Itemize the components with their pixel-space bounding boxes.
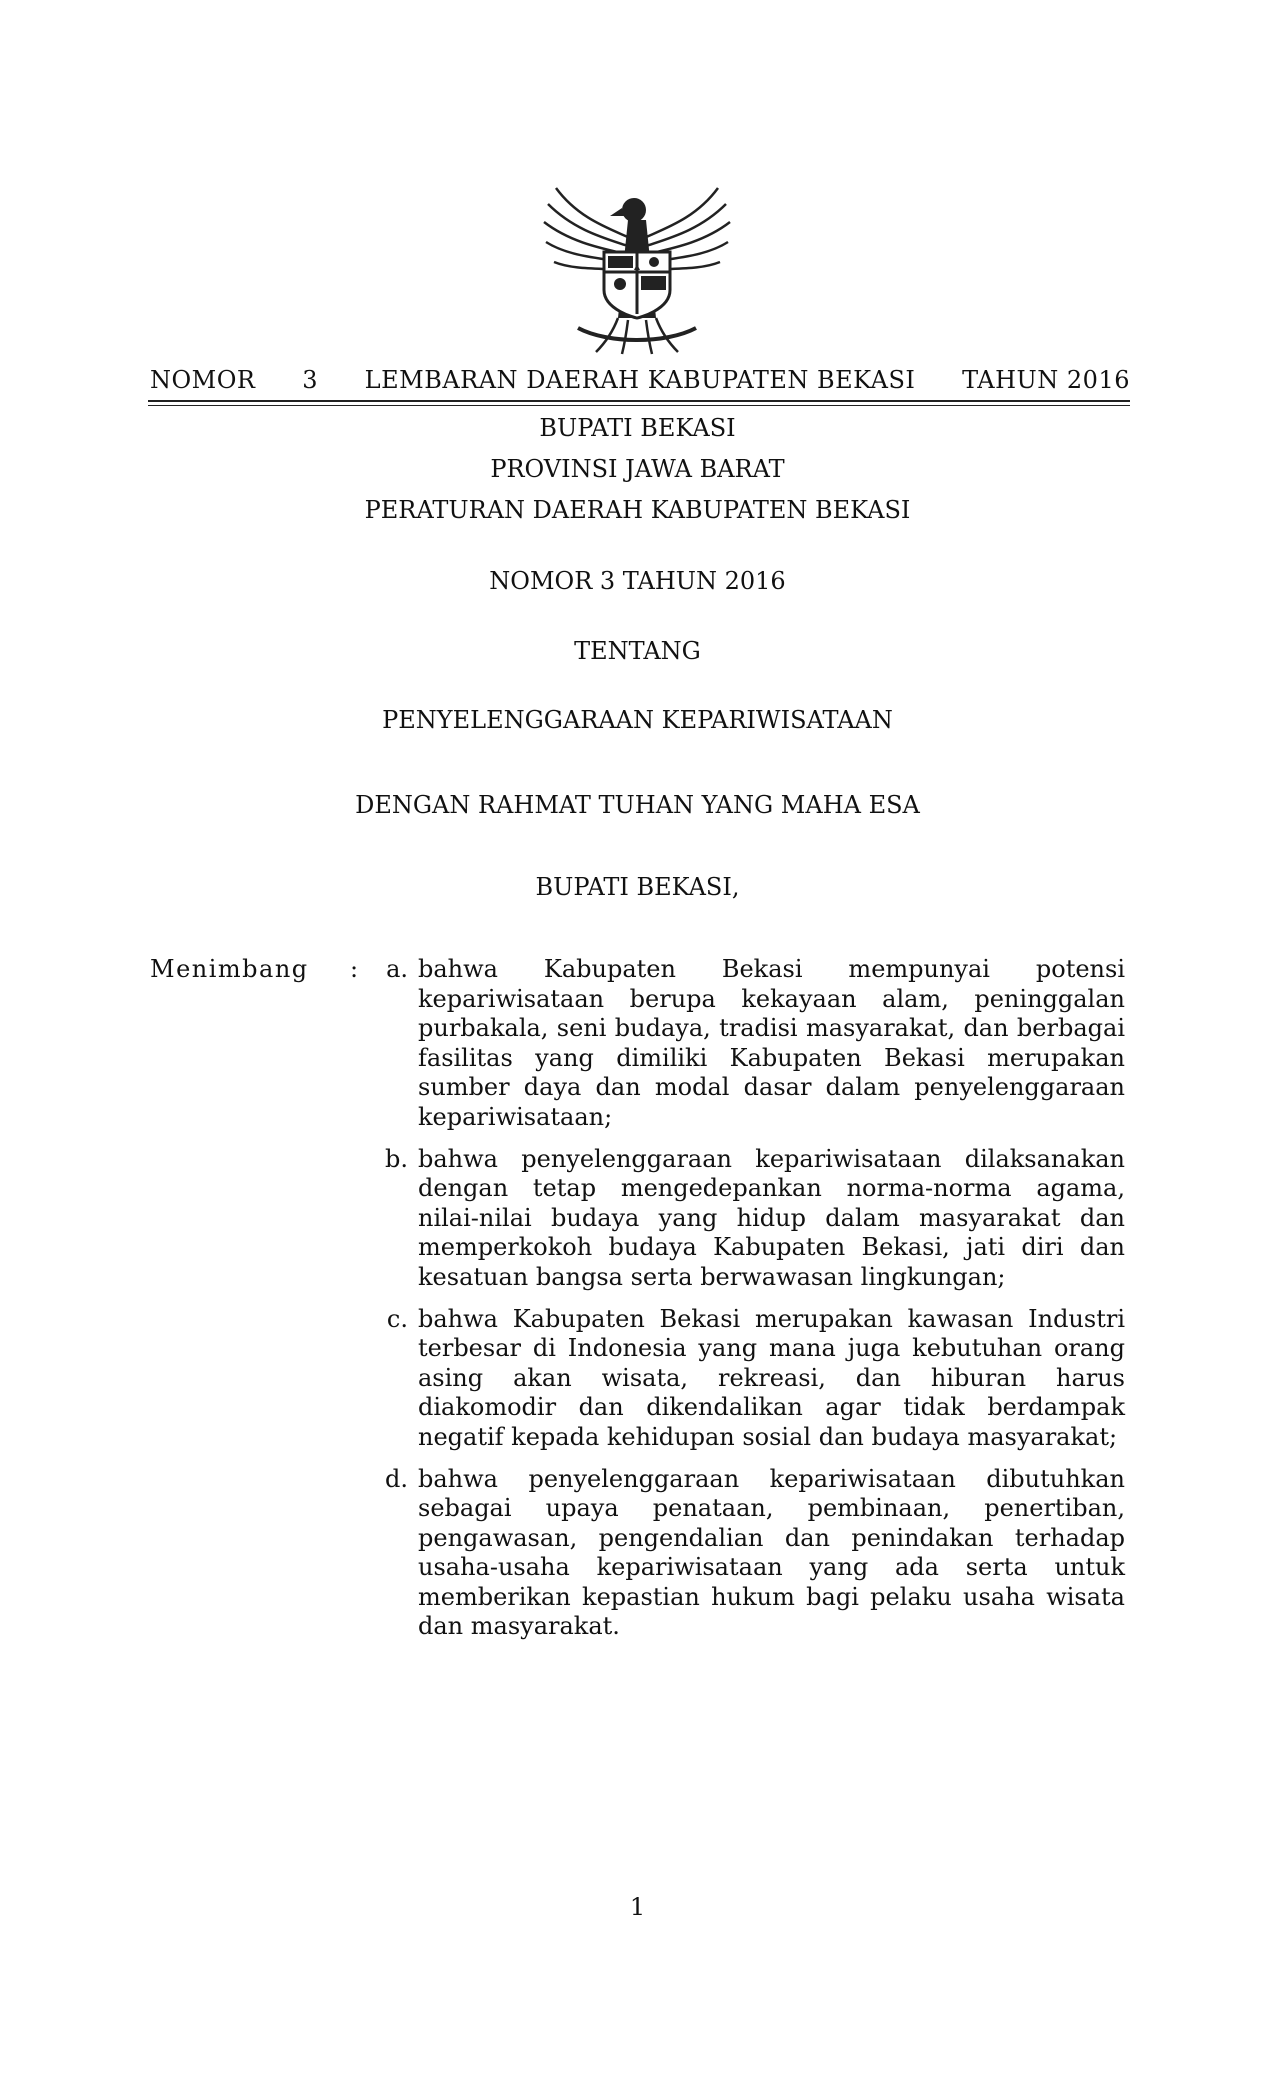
menimbang-label: Menimbang xyxy=(150,955,309,983)
page-number: 1 xyxy=(629,1893,646,1921)
menimbang-item xyxy=(150,1145,1125,1293)
header-nomor-value: 3 xyxy=(302,366,318,394)
header-rule-thick xyxy=(148,400,1130,402)
garuda-emblem-icon xyxy=(538,168,736,358)
item-text-d: bahwa penyelenggaraan kepariwisataan dibutuhkan sebagai upaya penataan, pembinaan, penertiban, pengawasan, pengendalian dan penindakan terhadap usaha-usaha kepariwisataan yang ada serta untuk memberikan kepastian hukum bagi pelaku usaha wisata dan masyarakat. xyxy=(418,1464,1125,1641)
menimbang-item xyxy=(150,1465,1125,1643)
title-provinsi: PROVINSI JAWA BARAT xyxy=(490,455,785,483)
item-text-a: bahwa Kabupaten Bekasi mempunyai potensi kepariwisataan berupa kekayaan alam, peninggalan purbakala, seni budaya, tradisi masyarakat, dan berbagai fasilitas yang dimiliki Kabupaten Bekasi merupakan sumber daya dan modal dasar dalam penyelenggaraan kepariwisataan; xyxy=(418,955,1125,1131)
title-peraturan: PERATURAN DAERAH KABUPATEN BEKASI xyxy=(364,496,911,524)
menimbang-item xyxy=(150,955,1125,1133)
menimbang-section xyxy=(150,955,1125,1654)
menimbang-colon: : xyxy=(350,955,359,983)
regulation-subject: PENYELENGGARAAN KEPARIWISATAAN xyxy=(382,706,893,734)
item-letter-c: c. xyxy=(386,1304,408,1333)
header-tahun-label: TAHUN xyxy=(962,366,1059,394)
regulation-number: NOMOR 3 TAHUN 2016 xyxy=(489,567,786,595)
menimbang-item xyxy=(150,1305,1125,1453)
item-text-b: bahwa penyelenggaraan kepariwisataan dilaksanakan dengan tetap mengedepankan norma-norma agama, nilai-nilai budaya yang hidup dalam masyarakat dan memperkokoh budaya Kabupaten Bekasi, jati diri dan kesatuan bangsa serta berwawasan lingkungan; xyxy=(418,1144,1125,1291)
header-tahun-value: 2016 xyxy=(1066,366,1130,394)
issuer-line: BUPATI BEKASI, xyxy=(535,873,740,901)
gazette-header xyxy=(150,366,1130,394)
item-letter-b: b. xyxy=(385,1144,408,1173)
item-text-c: bahwa Kabupaten Bekasi merupakan kawasan Industri terbesar di Indonesia yang mana juga kebutuhan orang asing akan wisata, rekreasi, dan hiburan harus diakomodir dan dikendalikan agar tidak berdampak negatif kepada kehidupan sosial dan budaya masyarakat; xyxy=(418,1304,1125,1451)
blessing-line: DENGAN RAHMAT TUHAN YANG MAHA ESA xyxy=(355,791,920,819)
title-bupati: BUPATI BEKASI xyxy=(539,414,736,442)
item-letter-a: a. xyxy=(386,955,408,983)
header-rule-thin xyxy=(148,405,1130,406)
header-tahun xyxy=(962,366,1130,394)
header-nomor-label: NOMOR xyxy=(150,366,256,394)
item-letter-d: d. xyxy=(385,1464,408,1493)
header-lembaran: LEMBARAN DAERAH KABUPATEN BEKASI xyxy=(364,366,916,394)
tentang-label: TENTANG xyxy=(574,637,701,665)
